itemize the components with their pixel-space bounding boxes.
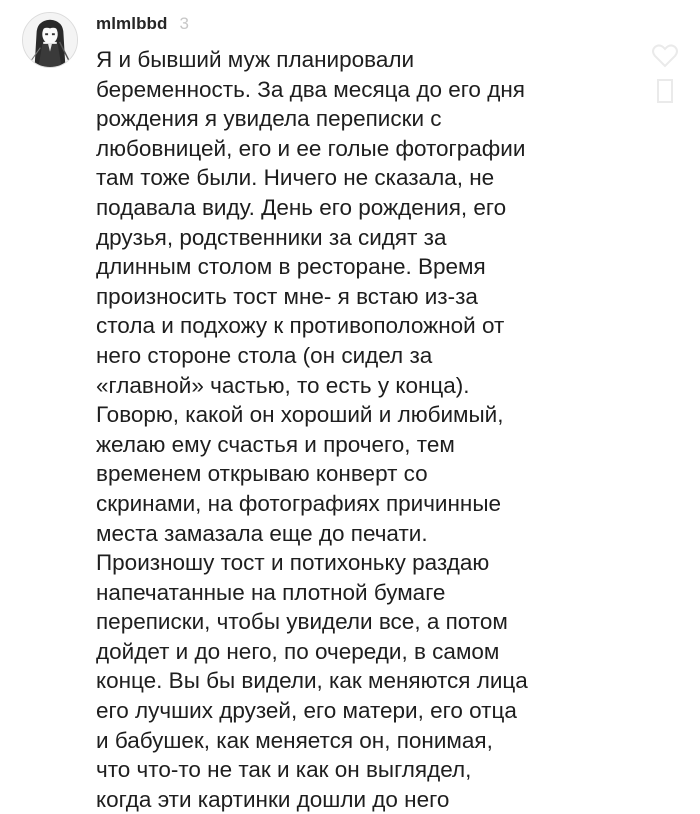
anime-girl-avatar-icon xyxy=(23,13,77,67)
avatar[interactable] xyxy=(22,12,78,68)
comment-line: его лучших друзей, его матери, его отца xyxy=(96,698,517,724)
comment-line: дойдет и до него, по очереди, в самом xyxy=(96,638,500,664)
heart-icon[interactable] xyxy=(650,40,680,110)
comment-line: напечатанные на плотной бумаге xyxy=(96,579,446,605)
comment-line: «главной» частью, то есть у конца). xyxy=(96,372,470,398)
comment-line: что что-то не так и как он выглядел, xyxy=(96,757,472,783)
comment-line: подавала виду. День его рождения, его xyxy=(96,194,507,220)
comment-line: длинным столом в ресторане. Время xyxy=(96,254,486,280)
comment-header xyxy=(96,14,189,34)
comment-line: него стороне стола (он сидел за xyxy=(96,342,433,368)
comment-line: друзья, родственники за сидят за xyxy=(96,224,447,250)
comment-line: места замазала еще до печати. xyxy=(96,520,428,546)
comment-line: рождения я увидела переписки с xyxy=(96,106,442,132)
comment-line: переписки, чтобы увидели все, а потом xyxy=(96,609,508,635)
comment-text xyxy=(96,45,666,814)
comment-line: скринами, на фотографиях причинные xyxy=(96,490,502,516)
comment-line: Я и бывший муж планировали xyxy=(96,47,415,72)
comment-line: беременность. За два месяца до его дня xyxy=(96,76,525,102)
comment-line: когда эти картинки дошли до него xyxy=(96,786,450,812)
comment-line: там тоже были. Ничего не сказала, не xyxy=(96,165,495,191)
comment-line: временем открываю конверт со xyxy=(96,461,428,487)
username[interactable]: mlmlbbd xyxy=(96,14,168,33)
comment-line: произносить тост мне- я встаю из-за xyxy=(96,283,478,309)
comment-line: стола и подхожу к противоположной от xyxy=(96,313,505,339)
comment-line: желаю ему счастья и прочего, тем xyxy=(96,431,455,457)
comment-line: Произношу тост и потихоньку раздаю xyxy=(96,550,490,576)
comment-line: любовницей, его и ее голые фотографии xyxy=(96,135,526,161)
comment-line: и бабушек, как меняется он, понимая, xyxy=(96,727,493,753)
comment-line: конце. Вы бы видели, как меняются лица xyxy=(96,668,528,694)
timestamp: 3 xyxy=(179,14,189,33)
comment-line: Говорю, какой он хороший и любимый, xyxy=(96,402,504,428)
